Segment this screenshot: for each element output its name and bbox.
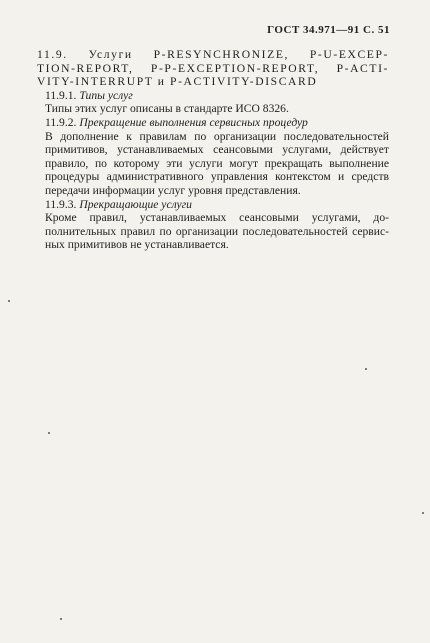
paragraph-line: примитивов, устанавливаемых сеансовыми услугами, действует [45, 143, 389, 157]
paragraph-line: ных примитивов не устанавливается. [45, 238, 229, 252]
subsection-number: 11.9.1. [45, 88, 77, 102]
subsection-title: Типы услуг [79, 88, 133, 102]
subsection-number: 11.9.2. [45, 115, 77, 129]
section-heading [37, 48, 389, 89]
paragraph-line: Типы этих услуг описаны в стандарте ИСО 8326. [45, 102, 289, 116]
section-heading-line: 11.9. Услуги P-RESYNCHRONIZE, P-U-EXCEP- [37, 48, 389, 61]
page-content [37, 48, 389, 252]
scan-speck [365, 368, 367, 370]
paragraph-line: правило, по которому эти услуги могут прекращать выполнение [45, 156, 389, 170]
paragraph-line: передачи информации услуг уровня представления. [45, 183, 301, 197]
paragraph-line: полнительных правил по организации последовательностей сервис- [45, 224, 389, 238]
subsection-heading-1 [37, 89, 389, 103]
subsection-number: 11.9.3. [45, 197, 77, 211]
scan-speck [48, 432, 50, 434]
subsection-title: Прекращение выполнения сервисных процедур [79, 115, 308, 129]
page-header: ГОСТ 34.971—91 С. 51 [267, 24, 390, 36]
subsection-heading-3 [37, 198, 389, 212]
paragraph-2 [37, 130, 389, 198]
paragraph-line: процедуры административного управления контекстом и средств [45, 170, 389, 184]
paragraph-line: В дополнение к правилам по организации последовательностей [45, 129, 389, 143]
section-heading-line: VITY-INTERRUPT и P-ACTIVITY-DISCARD [37, 75, 318, 89]
section-heading-line: TION-REPORT, P-P-EXCEPTION-REPORT, P-ACTI- [37, 61, 389, 75]
scan-speck [422, 512, 424, 514]
subsection-heading-2 [37, 116, 389, 130]
scan-speck [60, 618, 62, 620]
subsection-title: Прекращающие услуги [79, 197, 192, 211]
scan-speck [8, 300, 10, 302]
paragraph-1 [37, 102, 389, 116]
paragraph-line: Кроме правил, устанавливаемых сеансовыми услугами, до- [45, 211, 389, 225]
paragraph-3 [37, 211, 389, 252]
